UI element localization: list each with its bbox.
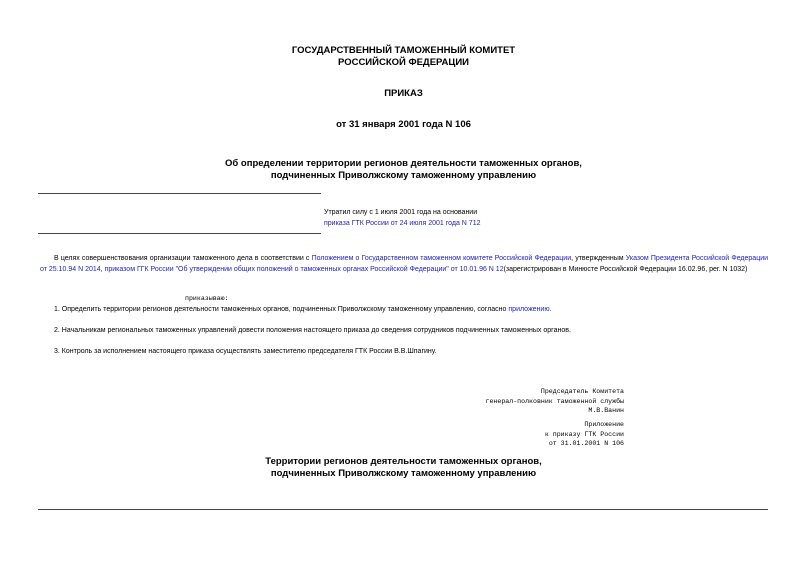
repeal-order-link[interactable]: приказа ГТК России от 24 июля 2001 года N 712 bbox=[324, 220, 481, 227]
appendix-ref-line: Приложение bbox=[584, 421, 624, 428]
preamble-text: (зарегистрирован в Минюсте Российской Федерации 16.02.96, рег. N 1032) bbox=[503, 266, 748, 273]
preamble-text: , bbox=[100, 266, 105, 273]
order-item-1 bbox=[54, 304, 774, 315]
preamble-text: , утвержденным bbox=[571, 255, 626, 262]
document-title-line2: подчиненных Приволжскому таможенному управлению bbox=[270, 170, 537, 181]
order-item-text: 1. Определить территории регионов деятельности таможенных органов, подчиненных Приволжскому таможенному управлению, согласно bbox=[54, 306, 509, 313]
appendix-title-line1: Территории регионов деятельности таможенных органов, bbox=[265, 456, 542, 467]
signature-line: Председатель Комитета bbox=[540, 388, 624, 395]
preamble-paragraph bbox=[40, 253, 768, 275]
signature-block bbox=[420, 387, 624, 416]
appendix-ref-line: к приказу ГТК России bbox=[544, 430, 624, 438]
divider bbox=[38, 509, 768, 510]
org-name-line2: РОССИЙСКОЙ ФЕДЕРАЦИИ bbox=[337, 57, 469, 68]
regulation-link[interactable]: Положением о Государственном таможенном комитете Российской Федерации bbox=[311, 255, 572, 262]
org-name-line1: ГОСУДАРСТВЕННЫЙ ТАМОЖЕННЫЙ КОМИТЕТ bbox=[291, 45, 516, 56]
status-link[interactable] bbox=[324, 218, 524, 229]
document-date: от 31 января 2001 года N 106 bbox=[336, 119, 471, 130]
order-word: приказываю: bbox=[185, 295, 229, 302]
signature-line: генерал-полковник таможенной службы bbox=[485, 397, 624, 405]
decree-link[interactable]: Указом Президента Российской Федерации от 25.10.94 N 2014 bbox=[40, 255, 769, 273]
document-title-line1: Об определении территории регионов деятельности таможенных органов, bbox=[225, 158, 582, 169]
order-item-2: 2. Начальникам региональных таможенных управлений довести положения настоящего приказа до сведения сотрудников подчиненных таможенных органов. bbox=[54, 327, 571, 334]
divider bbox=[38, 233, 321, 234]
appendix-reference bbox=[420, 420, 624, 449]
document-type: ПРИКАЗ bbox=[384, 88, 423, 99]
preamble-text: В целях совершенствования организации таможенного дела в соответствии с bbox=[54, 255, 312, 262]
divider bbox=[38, 193, 321, 194]
appendix-ref-line: от 31.01.2001 N 106 bbox=[548, 440, 624, 448]
order-item-text: . bbox=[549, 306, 552, 313]
order-link[interactable]: приказом ГГК России "Об утверждении общих положений о таможенных органах Российской Федерации" от 10.01.96 N 12 bbox=[104, 266, 504, 273]
order-item-3: 3. Контроль за исполнением настоящего приказа осуществлять заместителю председателя ГТК России В.В.Шпагину. bbox=[54, 348, 437, 355]
signature-line: М.В.Ванин bbox=[588, 407, 624, 415]
appendix-title-line2: подчиненных Приволжскому таможенному управлению bbox=[270, 468, 537, 479]
status-note: Утратил силу с 1 июля 2001 года на основании bbox=[324, 209, 478, 216]
appendix-link[interactable]: приложению bbox=[508, 306, 550, 313]
